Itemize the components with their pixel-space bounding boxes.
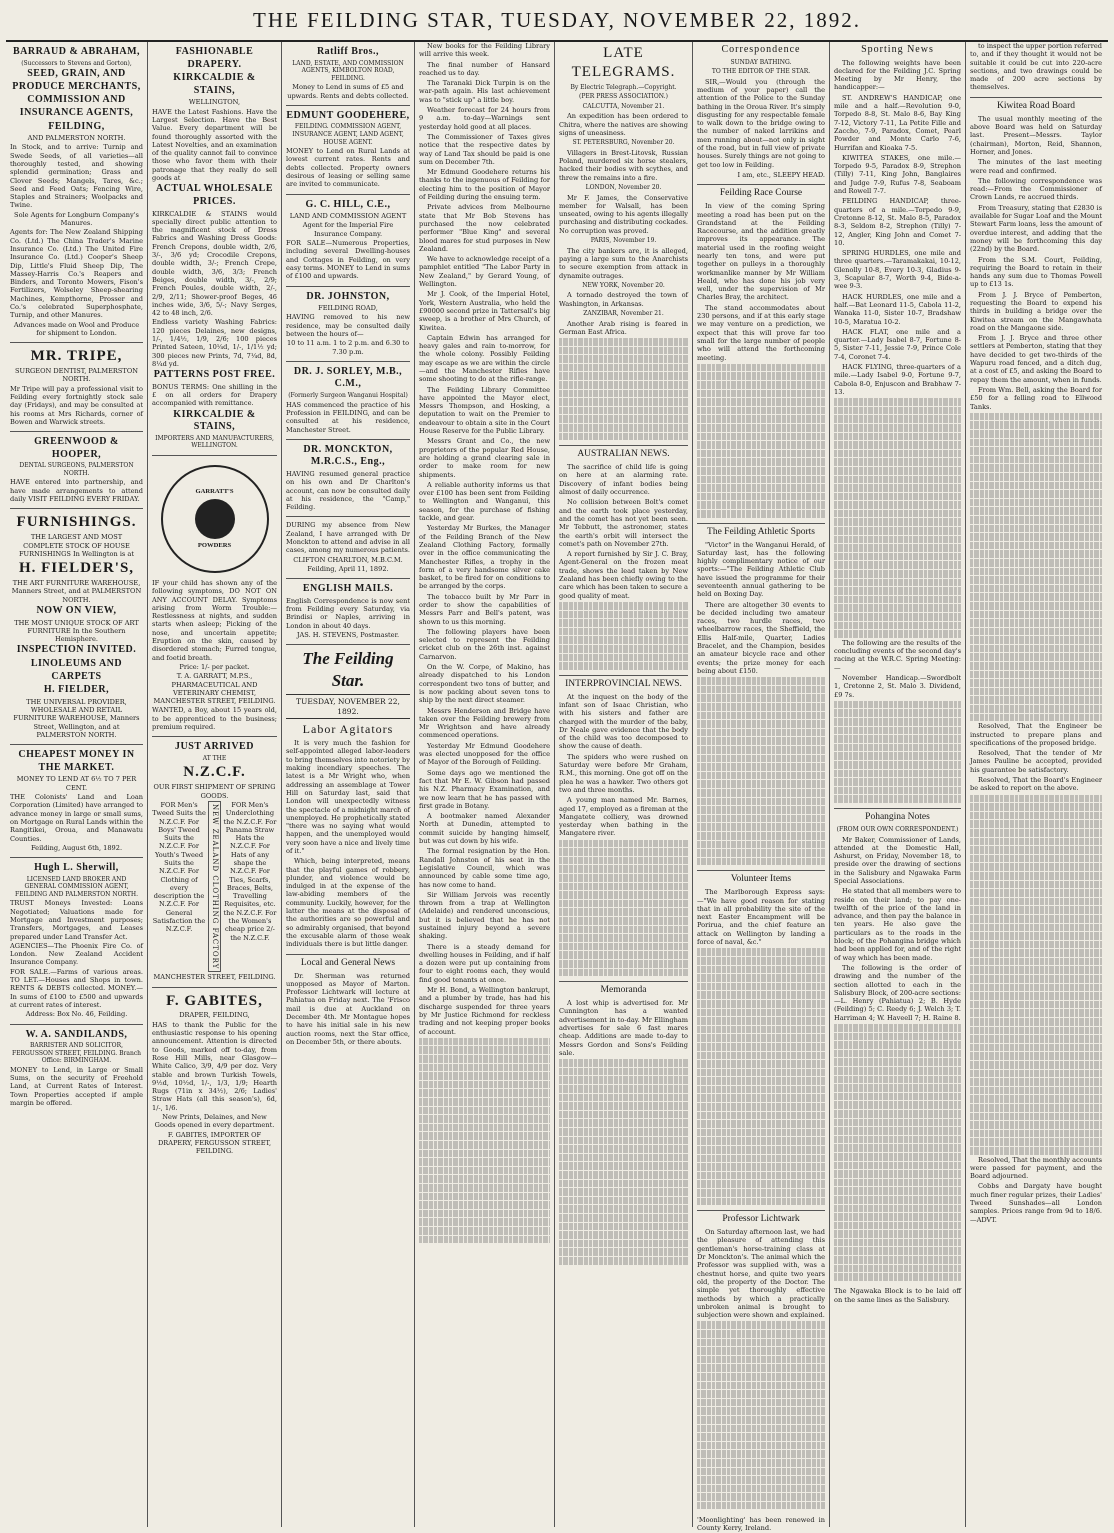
- column-5: [555, 42, 693, 1527]
- section-heading: Feilding Race Course: [697, 184, 825, 200]
- ad-subtitle: SURGEON DENTIST, PALMERSTON NORTH.: [15, 367, 138, 384]
- column-3: [282, 42, 415, 1527]
- ad-body: HAVE entered into partnership, and have made arrangements to attend daily VISIT FEILDING EVERY FRIDAY.: [10, 478, 143, 504]
- section-heading: Professor Lichtwark: [697, 1210, 825, 1226]
- article-paragraph: HACK FLYING, three-quarters of a mile.—Lady Isabel 9-0, Fortune 9-7, Cabola 8-0, Enjuscon and Brabhaw 7-13.: [834, 362, 961, 396]
- ad-body: Advances made on Wool and Produce for shipment to London.: [13, 320, 140, 337]
- sporting-results: [834, 639, 961, 699]
- ad-subtitle: IMPORTERS AND MANUFACTURERS, WELLINGTON.: [155, 434, 274, 450]
- mails-ad: [286, 579, 410, 645]
- ad-place: WELLINGTON,: [188, 98, 241, 107]
- article-paragraph: The minutes of the last meeting were read and confirmed.: [970, 158, 1102, 175]
- ratliff-ad: [286, 42, 410, 106]
- article-paragraph: KIWITEA STAKES, one mile.—Torpedo 9-5, Paradox 8-9, Strephon (Tilly) 7-11, King John, Banglaires and Judge 7-9, Rufus 7-8, Seaboam and Rowell 7-7.: [834, 153, 961, 196]
- ad-place: FEILDING,: [48, 120, 105, 132]
- section-heading: Kiwitea Road Board: [970, 97, 1102, 113]
- news-item: A young man named Mr. Barnes, aged 17, employed as a fireman at the Mangatete colliery, was drowned yesterday when bathing in the Mangatere river.: [559, 796, 688, 838]
- news-item: At the inquest on the body of the infant son of Isaac Christian, who with his sisters and father are charged with the murder of the baby, Dr Neale gave evidence that the body of the child was too decomposed to show the cause of death.: [559, 692, 688, 751]
- nzcf-grid: [152, 801, 277, 972]
- ad-body: Mr Tripe will pay a professional visit to Feilding every fortnightly stock sale day (Fridays), and may be consulted at his rooms at Mrs Richards, corner of Bowen and Warwick streets.: [10, 384, 143, 426]
- dateline: PARIS, November 19.: [590, 237, 657, 245]
- news-item: No collision between Bolt's comet and the earth took place yesterday, and the comet has not yet been seen. Mr Tebbutt, the astronomer, states the earth's orbit will intersect the comet's path on November 27th.: [559, 498, 688, 548]
- barraud-ad: [10, 42, 143, 343]
- ad-body: AGENCIES—The Phoenix Fire Co. of London. New Zealand Accident Insurance Company.: [10, 941, 143, 967]
- section-heading: Pohangina Notes: [834, 808, 961, 824]
- ad-title: H. FIELDER'S,: [18, 560, 135, 577]
- news-item: Private advices from Melbourne state that Mr Bob Stevens has purchased the now celebrated performer "Blue King" and several blood mares for stud purposes in New Zealand.: [419, 203, 550, 253]
- ad-body: DURING my absence from New Zealand, I have arranged with Dr Monckton to attend and advise in all cases, among my numerous patients.: [286, 521, 410, 555]
- article-paragraph: There are altogether 30 events to be decided including two amateur races, two hurdle races, two wheelbarrow races, the Sheffield, the Ellis Half-mile, Quarter, Ladies Bracelet, and the Champion, besides an amateur bicycle race and other events; the prize money for each being about £150.: [697, 600, 825, 675]
- volunteer-items: [697, 870, 825, 946]
- ad-body: English Correspondence is now sent from Feilding every Saturday, via Brindisi or Naples, arriving in London in about 40 days.: [286, 596, 410, 630]
- news-item: A lost whip is advertised for. Mr Cunnington has a wanted advertisement in to-day. Mr Ellingham advertises for sale 6 fast mares cheap. Additions are made to-day to Messrs Gordon and Sons's Feilding sale.: [559, 999, 688, 1057]
- ad-body: HAVING resumed general practice on his own and Dr Charlton's account, can now be consulted daily at his residence, the "Camp," Feilding.: [286, 470, 410, 512]
- footnote: 'Moonlighting' has been renewed in County Kerry, Ireland.: [697, 1516, 825, 1533]
- ad-title: GREENWOOD & HOOPER,: [34, 436, 119, 460]
- ad-body: THE LARGEST AND MOST COMPLETE STOCK OF HOUSE FURNISHINGS In Wellington is at: [18, 533, 134, 558]
- news-item: Sir William Jervois was recently thrown from a trap at Wellington (Adelaide) and rendered unconscious, but it is believed that he has not sustained injury beyond a severe shaking.: [419, 890, 550, 941]
- footnote: The Ngawaka Block is to be laid off on the same lines as the Salisbury.: [834, 1287, 961, 1304]
- ad-subtitle: LICENSED LAND BROKER AND GENERAL COMMISSION AGENT, FEILDING AND PALMERSTON NORTH.: [14, 875, 139, 898]
- article-paragraph: On Saturday afternoon last, we had the pleasure of attending this gentleman's horse-training class at Dr Monckton's. The animal which the Professor was supplied with, was a chestnut horse, and quite two years old, the property of the Doctor. The simple yet thoroughly effective methods by which a practically unbroken animal is brought to subjection were shown and explained.: [697, 1228, 825, 1320]
- news-item: Messrs Henderson and Bridge have taken over the Feilding brewery from Mr Wrightson and have already commenced operations.: [419, 706, 550, 740]
- ad-title: MR. TRIPE,: [30, 348, 123, 365]
- local-news-continued: [419, 42, 550, 1036]
- article-paragraph: "Victor" in the Wanganui Herald, of Saturday last, has the following highly complimentary notice of our sports:—"The Feilding Athletic Club have issued the programme for their seventeenth annual gathering to be held on Boxing Day.: [697, 540, 825, 599]
- column-2: [148, 42, 282, 1527]
- ad-subtitle: DRAPER, FEILDING,: [179, 1011, 250, 1020]
- column-8: [966, 42, 1106, 1527]
- ad-body: HAVE the Latest Fashions. Have the Largest Selection. Have the Best Value. Every department will be found thoroughly assorted with the Latest Novelties, and an examination of the quality cannot fail to convince those who favor them with their patronage that they really do sell goods at: [152, 107, 277, 183]
- text-filler: [970, 413, 1102, 721]
- goodehere-ad: [286, 106, 410, 195]
- text-filler: [559, 1059, 688, 1264]
- news-item: The tobacco built by Mr Parr in order to show the capabilities of Messrs Parr and Bell's patent, was shown to us this morning.: [419, 592, 550, 626]
- news-item: The Taranaki Dick Turpin is on the war-path again. His last achievement was to "stick up" a little boy.: [419, 79, 550, 104]
- ad-title: EDMUNT GOODEHERE,: [286, 109, 410, 121]
- ad-heading: PATTERNS POST FREE.: [153, 369, 276, 381]
- text-filler: [834, 398, 961, 638]
- kiwitea-resolutions: [970, 722, 1102, 792]
- dateline: NEW YORK, November 20.: [582, 281, 665, 289]
- ad-heading: LINOLEUMS AND CARPETS: [30, 658, 123, 682]
- ad-place: MANCHESTER STREET, FEILDING.: [153, 973, 276, 982]
- pohangina-continued: [970, 42, 1102, 92]
- ad-date: Feilding, August 6th, 1892.: [30, 843, 123, 852]
- ad-subtitle: DENTAL SURGEONS, PALMERSTON NORTH.: [19, 462, 134, 477]
- kiwitea-close: [970, 1156, 1102, 1224]
- labor-article: [286, 722, 410, 949]
- article-paragraph: The following are the results of the concluding events of the second day's racing at the W.R.C. Spring Meeting:—: [834, 638, 961, 672]
- ad-body: HAVING removed to his new residence, may be consulted daily between the hours of—: [286, 313, 410, 338]
- nzcf-left-list: FOR Men's Tweed Suits the N.Z.C.F. For Boys' Tweed Suits the N.Z.C.F. For Youth's Tweed Suits the N.Z.C.F. For Clothing of every description the N.Z.C.F. For General Satisfaction the N.Z.C.F.: [152, 800, 206, 934]
- ad-date: Feilding, April 11, 1892.: [307, 564, 389, 573]
- advertisement-note: Cobbs and Dargaty have bought much finer regular prizes, their Ladies' Tweed Sunshades—all London samples. Prices range from 9d to 18/6.—ADVT.: [970, 1182, 1102, 1224]
- ad-body: WANTED, a Boy, about 15 years old, to be apprenticed to the business; premium required.: [152, 706, 277, 731]
- article-paragraph: He stated that all members were to reside on their land; to pay one-twelfth of the price of the land in advance, and then pay the balance in ten years. He also gave the particulars as to the roads in the block; of the Pohangina bridge which had been applied for, and of the right of way which has been made.: [834, 887, 961, 962]
- ad-body: Sole Agents for Longburn Company's Manures.: [14, 210, 139, 228]
- monckton-ad: [286, 440, 410, 518]
- news-item: Mr Edmund Goodehere returns his thanks to the ingenuous of Feilding for electing him to the position of Mayor of Feilding during the ensuing term.: [419, 168, 550, 202]
- ad-subtitle: FEILDING. COMMISSION AGENT, INSURANCE AGENT, LAND AGENT, HOUSE AGENT.: [292, 123, 404, 146]
- ad-title: FURNISHINGS.: [16, 514, 137, 531]
- ad-heading: FASHIONABLE DRAPERY.: [175, 46, 254, 70]
- ad-heading: INSPECTION INVITED.: [16, 644, 137, 656]
- news-item: The Commissioner of Taxes gives notice that the respective dates by way of Land Tax should be paid is one sum on December 7th.: [419, 132, 550, 166]
- tripe-ad: [10, 343, 143, 432]
- section-heading: AUSTRALIAN NEWS.: [559, 445, 688, 461]
- race-course: [697, 184, 825, 362]
- ad-heading: COMMISSION AND INSURANCE AGENTS,: [19, 94, 134, 118]
- late-telegrams: [559, 44, 688, 336]
- article-paragraph: The following correspondence was read:—From the Commissioner of Crown Lands, re accrued thirds.: [970, 176, 1102, 202]
- article-paragraph: Resolved, That the monthly accounts were passed for payment, and the Board adjourned.: [970, 1155, 1102, 1181]
- ad-title: DR. MONCKTON, M.R.C.S., Eng.,: [303, 443, 393, 468]
- ad-title: H. FIELDER,: [43, 684, 110, 696]
- news-item: The final number of Hansard reached us to day.: [419, 60, 550, 77]
- portrait-icon: [195, 499, 235, 539]
- pohangina-notes: [834, 808, 961, 1022]
- section-subheading: TO THE EDITOR OF THE STAR.: [711, 68, 811, 76]
- ad-title: KIRKCALDIE & STAINS,: [173, 72, 256, 96]
- money-ad: [10, 745, 143, 858]
- logo-text-bottom: POWDERS: [197, 541, 232, 549]
- section-subheading: (PER PRESS ASSOCIATION.): [579, 93, 668, 101]
- article-paragraph: Resolved, That the Engineer be instructed to prepare plans and specifications of the proposed bridge.: [970, 722, 1102, 747]
- article-paragraph: HACK FLAT, one mile and a quarter.—Lady Isabel 8-7, Fortune 8-5, Sister 7-11, Jessie 7-9, Prince Cole 7-4, Coronet 7-4.: [834, 327, 961, 361]
- news-item: On the W. Corpe, of Makino, has already dispatched to his London correspondent two tons of butter, and is now packing about seven tons to ship by the next direct steamer.: [419, 663, 550, 705]
- text-filler: [559, 602, 688, 670]
- ad-title: W. A. SANDILANDS,: [25, 1028, 128, 1040]
- columns: [6, 42, 1108, 1533]
- ad-body: TRUST Moneys Invested: Loans Negotiated; Valuations made for Mortgage and Investment purposes; Transfers, Mortgages, and Leases prepared under Land Transfer Act.: [10, 899, 143, 941]
- article-paragraph: The following is the order of drawing and the number of the section allotted to each in the Salisbury Block, of 200-acre sections:—L. Henry (Pahiatua) 2; B. Hyde (Feilding) 5; C. Reedy 6; J. Welch 3; T. Harriman 4; W. Haveell 7; H. Raine 8.: [834, 963, 961, 1022]
- section-subheading: (FROM OUR OWN CORRESPONDENT.): [836, 825, 959, 833]
- ad-body: BONUS TERMS: One shilling in the £ on all orders for Drapery accompanied with remittance.: [152, 382, 277, 408]
- garratt-ad: [152, 456, 277, 737]
- ad-body: Agent for the Imperial Fire Insurance Company.: [302, 221, 394, 238]
- ad-heading: JUST ARRIVED: [175, 741, 254, 753]
- athletic-sports: [697, 523, 825, 676]
- ad-subtitle: T. A. GARRATT, M.P.S., PHARMACEUTICAL AND VETERINARY CHEMIST, MANCHESTER STREET, FEILDING.: [153, 672, 276, 706]
- kirkcaldie-ad: [152, 42, 277, 456]
- text-filler: [834, 1024, 961, 1281]
- ad-body: MONEY to Lend, in Large or Small Sums, on the security of Freehold Land, at Current Rates of Interest. Town Properties accepted if ample margin be offered.: [10, 1065, 143, 1107]
- telegram: The city bankers are, it is alleged, paying a large sum to the Anarchists to secure exemption from attack in dynamite outrages.: [559, 246, 688, 280]
- telegram: A tornado destroyed the town of Washington, in Arkansas.: [559, 291, 688, 308]
- news-item: A report furnished by Sir J. C. Bray, Agent-General on the frozen meat trade, shows the lead taken by New Zealand has been chiefly owing to the care which has been taken to secure a good quality of meat.: [559, 550, 688, 600]
- memoranda: [559, 981, 688, 1057]
- ad-body: New Prints, Delaines, and New Goods opened in every department.: [154, 1112, 275, 1130]
- telegram: Mr F. James, the Conservative member for Walsall, has been unseated, owing to his agents illegally purchasing and distributing cockades. No corruption was proved.: [559, 193, 688, 235]
- ad-title: F. GABITES,: [166, 992, 263, 1009]
- ad-body: THE MOST UNIQUE STOCK OF ART FURNITURE In the Southern Hemisphere.: [14, 618, 139, 644]
- ad-heading: NOW ON VIEW,: [36, 604, 117, 616]
- ad-title: ENGLISH MAILS.: [302, 583, 394, 595]
- telegram: Another Arab rising is feared in German East Africa.: [559, 319, 688, 336]
- article-paragraph: The following weights have been declared for the Feilding J.C. Spring Meeting by Mr Henry, the handicapper:—: [834, 58, 961, 92]
- star-nameplate: The Feilding Star.: [302, 649, 394, 690]
- masthead: THE FEILDING STAR, TUESDAY, NOVEMBER 22, 1892.: [6, 0, 1108, 42]
- interprovincial-news: [559, 675, 688, 838]
- nzcf-right-list: FOR Men's Underclothing the N.Z.C.F. For Panama Straw Hats the N.Z.C.F. For Hats of any shape the N.Z.C.F. For Ties, Scarfs, Braces, Belts, Travelling Requisites, etc. the N.Z.C.F. For the Women's cheap price 2/- the N.Z.C.F.: [223, 800, 277, 942]
- article-paragraph: Resolved, That the tender of Mr James Pauline be accepted, provided his guarantee be satisfactory.: [970, 749, 1102, 774]
- ad-body: HAS to thank the Public for the enthusiastic response to his opening announcement. Attention is directed to Goods, marked off to-day, from Rose Hill Mills, near Glasgow—White Calico, 3/9, 4/9 per doz. Very stable and brown Turkish Towels, 9½d, 10½d, 1/-, 1/3, 1/9; Hearth Rugs (71in x 34½), 2/6; Ladies' Straw Hats (all this season's), 6d, 1/-, 1/6.: [152, 1020, 277, 1112]
- letter-sign: I am, etc., SLEEPY HEAD.: [737, 170, 825, 179]
- ad-subtitle: LAND, ESTATE, AND COMMISSION AGENTS, KIMBOLTON ROAD, FEILDING.: [292, 59, 404, 82]
- ad-body: THE Colonists' Land and Loan Corporation (Limited) have arranged to advance money in large or small sums, on Mortgage on Rural Lands within the Rangitikei, Oroua, and Manawatu Counties.: [10, 793, 143, 843]
- article-paragraph: From Treasury, stating that £2830 is available for Sugar Loaf and the Mount Stewart Farm loans, less the amount of overdue interest, and adding that the money will be forthcoming this day (22nd) by the Board.: [970, 203, 1102, 254]
- sandilands-ad: [10, 1025, 143, 1113]
- text-filler: [697, 364, 825, 518]
- article-paragraph: The usual monthly meeting of the above Board was held on Saturday last. Present—Messrs. Taylor (chairman), Morton, Reid, Shannon, Horner, and Jones.: [970, 114, 1102, 156]
- dateline: CALCUTTA, November 21.: [582, 102, 665, 110]
- news-item: The Feilding Library Committee have appointed the Mayor elect, Messrs Thompson, and Hosking, a deputation to wait on the Premier to endeavour to obtain a site in the Court House Reserve for the Public Library.: [419, 385, 550, 436]
- correspondence: [697, 44, 825, 179]
- dateline: ST. PETERSBURG, November 20.: [572, 139, 675, 147]
- dateline: LONDON, November 20.: [585, 184, 662, 192]
- telegram: An expedition has been ordered to Chitra, where the natives are showing signs of uneasiness.: [559, 112, 688, 138]
- news-item: Yesterday Mr Burkes, the Manager of the Feilding Branch of the New Zealand Clothing Factory, formally over in the office communicating the Manchester Rifles, a trophy in the form of a very handsome silver cake basket, to be fired for on conditions to be arranged by the corps.: [419, 524, 550, 591]
- article-paragraph: From J. J. Bryce of Pemberton, requesting the Board to expend his thirds in building a bridge over the Kiwitea stream on the Mangawhata road on the Mangaone side.: [970, 290, 1102, 332]
- article-paragraph: November Handicap.—Swordbolt 1, Cretonne 2, St. Malo 3. Dividend, £9 7s.: [834, 673, 961, 699]
- section-heading: Memoranda: [559, 981, 688, 997]
- charlton-ad: [286, 517, 410, 579]
- text-filler: [697, 677, 825, 865]
- ad-sign: F. GABITES, IMPORTER OF DRAPERY, FERGUSSON STREET, FEILDING.: [157, 1130, 272, 1156]
- news-item: Mr J. Cook, of the Imperial Hotel, York, Western Australia, who held the £90000 second prize in Tattersall's big sweep, is a brother of Mrs Church, of Kiwitea.: [419, 290, 550, 332]
- article-paragraph: It is very much the fashion for self-appointed alleged labor-leaders to bring themselves into notoriety by making incendiary speeches. The latest is a Mr Wright who, when addressing an assemblage at Tower Hill on Saturday last, said that London will unexpectedly witness the spectacle of a midnight march of unemployed. He prophetically stated "there was no saying what would happen, and the unemployed would very soon have a nice and lively time of it.": [286, 739, 410, 855]
- news-item: New books for the Feilding Library will arrive this week.: [419, 42, 550, 59]
- section-heading: LATE TELEGRAMS.: [571, 45, 676, 80]
- ad-heading: ACTUAL WHOLESALE PRICES.: [155, 183, 273, 207]
- article-paragraph: Mr Baker, Commissioner of Lands, attended at the Domestic Hall, Ashurst, on Friday, November 18, to preside over the drawing of sections in the Salisbury and Ngawaka Farm Special Associations.: [834, 835, 961, 885]
- ad-subtitle: LAND AND COMMISSION AGENT: [289, 212, 407, 221]
- news-item: Captain Edwin has arranged for heavy gales and rain to-morrow, for the whole colony. Possibly Feilding may escape as we are within the circle—and the Manchester Rifles have some shooting to do at the rifle-range.: [419, 333, 550, 384]
- lichtwark: [697, 1210, 825, 1319]
- ad-title: KIRKCALDIE & STAINS,: [173, 408, 256, 433]
- article-heading: Labor Agitators: [302, 722, 394, 737]
- news-item: A reliable authority informs us that over £100 has been sent from Feilding to Wellington and Wanganui, this season, for the purchase of fishing tackle, and gear.: [419, 480, 550, 523]
- section-subheading: SUNDAY BATHING.: [730, 58, 792, 66]
- ad-subtitle: BARRISTER AND SOLICITOR, FERGUSSON STREET, FEILDING. Branch Office: BIRMINGHAM.: [11, 1042, 142, 1065]
- article-paragraph: Which, being interpreted, means that the playful games of robbery, plunder, and violence would be indulged in at the expense of the law-abiding members of the community. Luckily, however, for the latter the means at the disposal of the authorities are so powerful and so admirably organised, that beyond the excusable alarm of those weak individuals there is but little danger.: [286, 857, 410, 949]
- ad-heading: MONEY TO LEND AT 6½ TO 7 PER CENT.: [16, 775, 137, 792]
- article-paragraph: to inspect the upper portion referred to, and if they thought it would not be suitable it could be cut into 220-acre sections, and two drawings could be made of 200 acre sections by themselves.: [970, 42, 1102, 92]
- ad-price: Price: 1/- per packet.: [179, 662, 250, 671]
- ad-body: Money to Lend in sums of £5 and upwards. Rents and debts collected.: [287, 83, 409, 100]
- ad-subtitle: AT THE: [202, 754, 227, 762]
- section-subheading: By Electric Telegraph.—Copyright.: [570, 83, 677, 91]
- ad-place: AND PALMERSTON NORTH.: [27, 134, 126, 143]
- section-heading: The Feilding Athletic Sports: [697, 523, 825, 539]
- ad-subtitle: OUR FIRST SHIPMENT OF SPRING GOODS.: [153, 783, 276, 800]
- ad-body: MONEY to Lend on Rural Lands at lowest current rates. Rents and debts collected. Property owners desirous of leasing or selling same are invited to communicate.: [286, 147, 410, 189]
- article-paragraph: ST. ANDREW'S HANDICAP, one mile and a half.—Revolution 9-0, Torpedo 8-8, St. Malo 8-6, Bay King 7-12, Victory 7-11, La Petite Fille and Zaccho, 7-9, Paradox, Comet, Pearl Powder and Monte Carlo 7-6, Hurrifan and Kioaka 7-5.: [834, 93, 961, 152]
- ad-title: BARRAUD & ABRAHAM,: [12, 46, 141, 57]
- column-1: [6, 42, 148, 1527]
- kiwitea-road-board: [970, 97, 1102, 411]
- article-heading: Local and General News: [286, 954, 410, 970]
- nzcf-ad: [152, 737, 277, 987]
- news-item: There is a steady demand for dwelling houses in Feilding, and if half a dozen were put up containing from four to eight rooms each, they would find good tenants at once.: [419, 942, 550, 984]
- sorley-ad: [286, 362, 410, 440]
- telegram: Villagers in Brest-Litovsk, Russian Poland, murdered six horse stealers, hacked their bodies with scythes, and threw the remains into a fire.: [559, 148, 688, 182]
- ad-title: Hugh L. Sherwill,: [34, 862, 119, 874]
- news-item: The formal resignation by the Hon. Randall Johnston of his seat in the Legislative Council, which was announced by cable some time ago, has now come to hand.: [419, 847, 550, 889]
- letter-body: SIR,—Would you (through the medium of your paper) call the attention of the Police to the Sunday bathing in the Oroua River. It's simply disgusting for any respectable female to walk down to the bridge owing to the number of naked larrikins and men running about—not only in sight of the road, but in full view of private houses. Surely things are not going to get too low in Feilding.: [697, 77, 825, 169]
- ad-body: IF your child has shown any of the following symptoms, DO NOT ON ANY ACCOUNT DELAY. Symptoms arising from Worm Trouble:—Restlessness at nights, and sudden starts when asleep; Picking of the nose, and uncertain appetite; Eruption on the skin, caused by disordered stomach; Furred tongue, and foetid breath.: [152, 578, 277, 662]
- section-heading: Correspondence: [721, 44, 801, 55]
- article-paragraph: SPRING HURDLES, one mile and three quarters.—Taramakakai, 10-12, Glenolly 10-8, Every 10-3, Gladius 9-3, Scapular 8-7, Worth 9-4, Bide-a-wee 9-3.: [834, 249, 961, 291]
- article-paragraph: The Marlborough Express says:—"We have good reason for stating that in all probability the site of the next Easter Encampment will be Porirua, and the chief feature an attack on Wellington by landing a force of naval, &c.": [697, 888, 825, 947]
- garratt-logo: [161, 465, 269, 573]
- section-heading: Volunteer Items: [697, 870, 825, 886]
- ad-title: DR. J. SORLEY, M.B., C.M.,: [293, 365, 403, 390]
- ad-body: In Stock, and to arrive: Turnip and Swede Seeds, of all varieties—all thoroughly tested, and showing splendid germination; Grass and Clover Seeds; Mangels, Tares, &c.; Seed and Feed Oats; Fencing Wire, Staples and Strainers; Woolpacks and Twine.: [10, 143, 143, 210]
- news-item: Some days ago we mentioned the fact that Mr E. W. Gibson had passed his N.Z. Pharmacy Examination, and we now learn that he has passed with first grade in Botany.: [419, 768, 550, 810]
- column-6: [693, 42, 830, 1533]
- article-paragraph: The stand accommodates about 230 persons, and if at this early stage we may venture on a prediction, we expect that this will prove far too small for the large number of people who will attend the forthcoming meeting.: [697, 303, 825, 362]
- article-paragraph: Dr. Sherman was returned unopposed as Mayor of Marton. Professor Lichtwark will lecture at Pahiatua on Friday next. The 'Frisco mail is due at Auckland on December 4th. Mr Montague hopes to have his initial sale in his new auction rooms, next the Star office, on December 5th, or there abouts.: [286, 971, 410, 1046]
- ad-sign: JAS. H. STEVENS, Postmaster.: [296, 631, 400, 640]
- local-news: [286, 954, 410, 1047]
- article-paragraph: Resolved, That the Board's Engineer be asked to report on the above.: [970, 776, 1102, 793]
- news-item: The sacrifice of child life is going on here at an alarming rate. Discovery of infant bodies being almost of daily occurrence.: [559, 463, 688, 497]
- news-item: Messrs Grant and Co., the new proprietors of the popular Red House, are holding a grand clearing sale in order to make room for new shipments.: [419, 437, 550, 479]
- ad-hours: 10 to 11 a.m. 1 to 2 p.m. and 6.30 to 7.30 p.m.: [286, 339, 410, 356]
- nzcf-vertical-label: NEW ZEALAND CLOTHING FACTORY: [208, 801, 221, 972]
- news-item: We have to acknowledge receipt of a pamphlet entitled "The Labor Party in New Zealand," by Gerard Young, of Wellington.: [419, 255, 550, 289]
- ad-title: G. C. HILL, C.E.,: [305, 198, 391, 210]
- article-paragraph: HACK HURDLES, one mile and a half.—Bat Leonard 11-5, Cabola 11-2, Wanaka 11-0, Sister 10-7, Bradshaw 10-5, Maratua 10-2.: [834, 292, 961, 326]
- article-paragraph: From the S.M. Court, Feilding, requiring the Board to retain in their hands any sum due to Thomas Powell up to £13 1s.: [970, 255, 1102, 289]
- text-filler: [697, 948, 825, 1205]
- gabites-ad: [152, 988, 277, 1161]
- ad-subtitle: (Successors to Stevens and Gorton),: [21, 59, 132, 67]
- johnston-ad: [286, 287, 410, 362]
- ad-title: Ratliff Bros.,: [316, 46, 380, 57]
- news-item: The spiders who were rushed on Saturday were before Mr Graham, R.M., this morning. One got off on the plea he was a hawker. Two others got two and three months.: [559, 752, 688, 794]
- news-item: The following players have been selected to represent the Feilding cricket club on the 26th inst. against Carnarvon.: [419, 627, 550, 661]
- section-heading: INTERPROVINCIAL NEWS.: [559, 675, 688, 691]
- news-item: Yesterday Mr Edmund Goodehere was elected unopposed for the office of Mayor of the Borough of Feilding.: [419, 741, 550, 767]
- ad-body: FOR SALE.—Farms of various areas. TO LET.—Houses and Shops in town. RENTS & DEBTS collected. MONEY.—In sums of £100 to £500 and upwards at current rates of interest.: [10, 967, 143, 1009]
- section-heading: Sporting News: [861, 44, 934, 55]
- ad-title: CHEAPEST MONEY IN THE MARKET.: [18, 749, 135, 773]
- news-item: Mr H. Bond, a Wellington bankrupt, and a plumber by trade, has had his discharge suspended for three years by Mr Justice Richmond for reckless trading and not keeping proper books of account.: [419, 986, 550, 1036]
- article-paragraph: From J. J. Bryce and three other settlers at Pemberton, stating that they have decided to get two-thirds of the Wapuru road fenced, and a ditch dug, at a cost of £5, and asking the Board to repay them the amount, when in funds.: [970, 334, 1102, 384]
- hill-ad: [286, 195, 410, 287]
- text-filler: [970, 795, 1102, 1155]
- greenwood-ad: [10, 432, 143, 509]
- ad-subtitle: FEILDING ROAD,: [318, 304, 378, 313]
- ad-title: DR. JOHNSTON,: [306, 290, 390, 302]
- news-item: A bootmaker named Alexander North at Dunedin, attempted to commit suicide by hanging himself, but was cut down by his wife.: [419, 812, 550, 846]
- ad-body: THE ART FURNITURE WAREHOUSE, Manners Street, and at PALMERSTON NORTH.: [11, 579, 142, 604]
- column-7: [830, 42, 966, 1527]
- article-paragraph: FEILDING HANDICAP, three-quarters of a mile.—Torpedo 9-9, Cretonne 8-12, St. Malo 8-5, Paradox 8-3, Seldom 8-2, Strephon (Tilly) 7-12, Angler, King John and Comet 7-10.: [834, 197, 961, 247]
- ad-title: N.Z.C.F.: [183, 764, 246, 781]
- ad-body: FOR SALE—Numerous Properties, including several Dwelling-houses and Cottages in Feilding, on very easy terms. MONEY to Lend in sums of £100 and upwards.: [286, 239, 410, 281]
- ad-subtitle: (Formerly Surgeon Wanganui Hospital): [288, 392, 408, 400]
- article-paragraph: In view of the coming Spring meeting a road has been put on the Grandstand at the Feilding Racecourse, and the addition greatly improves its appearance. The material used in the roofing weight nearly ten tons, and were put together on pulleys in a thoroughly workmanlike manner by Mr William Heald, who has done his job very well, under the supervision of Mr Charles Bray, the architect.: [697, 202, 825, 302]
- article-paragraph: From Wm. Bell, asking the Board for £50 for a felling road to Ellwood Tanks.: [970, 385, 1102, 411]
- news-item: Weather forecast for 24 hours from 9 a.m. to-day—Warnings sent yesterday hold good at all places.: [419, 106, 550, 131]
- ad-address: Address: Box No. 46, Feilding.: [25, 1010, 128, 1019]
- ad-body: THE UNIVERSAL PROVIDER, WHOLESALE AND RETAIL FURNITURE WAREHOUSE, Manners Street, Wellington, and at PALMERSTON NORTH.: [13, 697, 140, 739]
- logo-text-top: GARRATT'S: [195, 487, 234, 495]
- column-4: [415, 42, 555, 1527]
- fielder-ad: [10, 509, 143, 745]
- ad-body: KIRKCALDIE & STAINS would specially direct public attention to the magnificent stock of Dress Fabrics and Washing Dress Goods: French Crepons, double width, 2/6, 3/-, 3/6 yd; Crocodile Crepons, double width, 3/-; French Crepe, double width, 3/6, 3/3; French Beiges, double width, 3/-, 2/9; French Poules, double width, 2/-, 2/9, 2/11; Shower-proof Beges, 46 inches wide, 3/6, 5/-; Navy Serges, 42 to 48 inch, 2/6.: [152, 209, 277, 318]
- text-filler: [559, 840, 688, 977]
- text-filler: [419, 1038, 550, 1243]
- sherwill-ad: [10, 858, 143, 1024]
- ad-body: Endless variety Washing Fabrics: 120 pieces Delaines, new designs, 1/-, 1/4½, 1/9, 2/6; 100 pieces Printed Sateen, 10¼d, 1/-, 1/1½ yd; 300 pieces new Prints, 7d, 7¼d, 8d, 8¼d yd.: [152, 318, 277, 368]
- dateline: ZANZIBAR, November 21.: [583, 309, 664, 317]
- text-filler: [697, 1321, 825, 1509]
- text-filler: [559, 338, 688, 440]
- ad-body: HAS commenced the practice of his Profession in FEILDING, and can be consulted at his residence, Manchester Street.: [286, 400, 410, 434]
- ad-sign: CLIFTON CHARLTON, M.B.C.M.: [293, 555, 403, 564]
- text-filler: [834, 701, 961, 803]
- ad-heading: SEED, GRAIN, AND PRODUCE MERCHANTS,: [12, 68, 141, 92]
- sporting-news: [834, 44, 961, 396]
- ad-body: Agents for: The New Zealand Shipping Co. (Ltd.) The China Trader's Marine Insurance Co. (Ltd.) The United Fire Insurance Co. (Ltd.) Cooper's Sheep Dip, Little's Fluid Sheep Dip, The Massey-Harris Co.'s Reapers and Binders, and Toronto Mowers, Fison's Fertilizers, Wolseley Sheep-shearing Machines, Kempthorne, Prosser and Co.'s celebrated Superphosphate, Turnip, and other Manures.: [10, 228, 143, 320]
- australian-news: [559, 445, 688, 600]
- star-date: TUESDAY, NOVEMBER 22, 1892.: [286, 694, 410, 719]
